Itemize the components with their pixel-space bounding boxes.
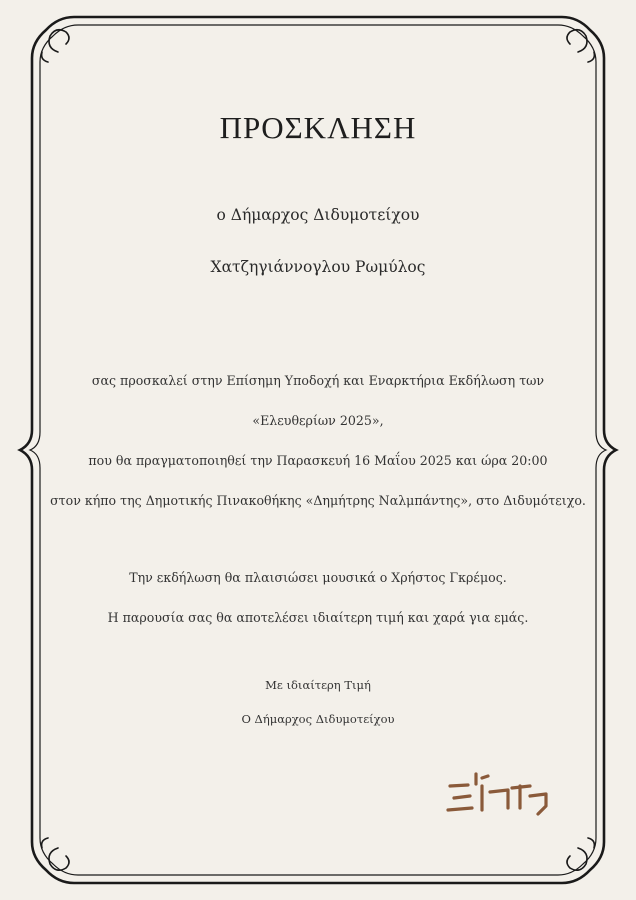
body-line-4: στον κήπο της Δημοτικής Πινακοθήκης «Δημήτρης Ναλμπάντης», στο Διδυμότειχο. <box>50 493 586 508</box>
closing-line-1: Με ιδιαίτερη Τιμή <box>265 678 371 692</box>
host-name: Χατζηγιάννογλου Ρωμύλος <box>210 258 426 276</box>
body-line-1: σας προσκαλεί στην Επίσημη Υποδοχή και Εναρκτήρια Εκδήλωση των <box>91 373 545 388</box>
closing-line-2: Ο Δήμαρχος Διδυμοτείχου <box>241 712 395 726</box>
body-line-2: «Ελευθερίων 2025», <box>252 413 384 428</box>
body-line-6: Η παρουσία σας θα αποτελέσει ιδιαίτερη τιμή και χαρά για εμάς. <box>107 610 529 625</box>
body-line-5: Την εκδήλωση θα πλαισιώσει μουσικά ο Χρήστος Γκρέμος. <box>129 570 507 585</box>
handwritten-signature <box>446 772 556 822</box>
invitation-title: ΠΡΟΣΚΛΗΣΗ <box>219 110 417 145</box>
body-line-3: που θα πραγματοποιηθεί την Παρασκευή 16 Μαΐου 2025 και ώρα 20:00 <box>88 453 548 468</box>
host-role: ο Δήμαρχος Διδυμοτείχου <box>216 206 420 224</box>
